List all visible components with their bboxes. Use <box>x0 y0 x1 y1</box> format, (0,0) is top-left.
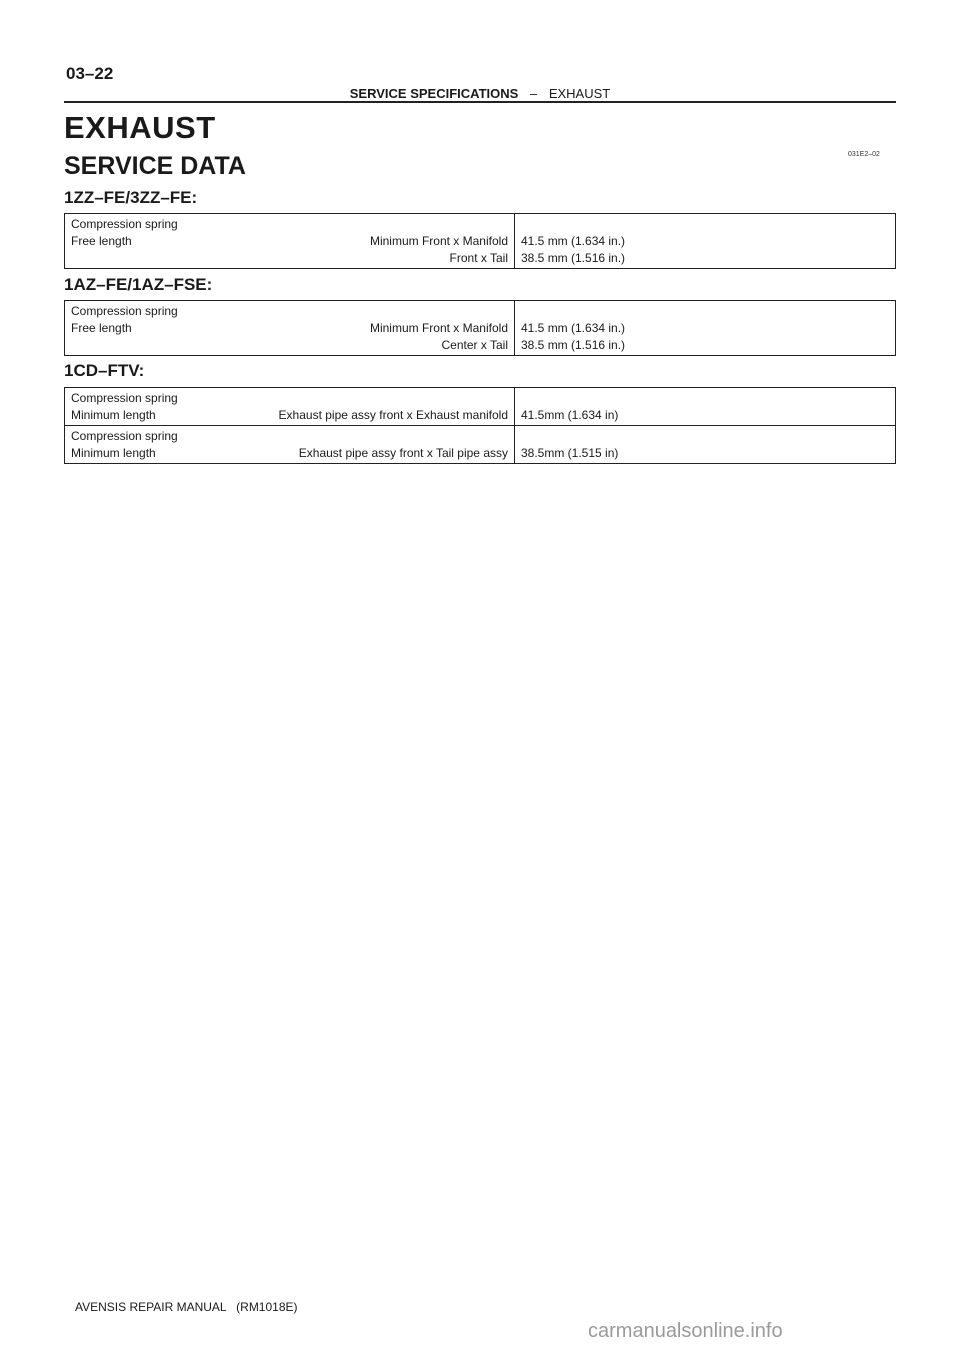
section-heading-1cd: 1CD–FTV: <box>64 361 145 380</box>
header-subsection: EXHAUST <box>548 86 611 101</box>
spec-description <box>65 301 515 356</box>
spec-item: Compression spring <box>71 304 178 318</box>
spec-table-1az <box>64 300 896 356</box>
spec-sub-label: Minimum length <box>71 446 156 460</box>
spec-condition: Front x Tail <box>449 251 508 265</box>
spec-item: Compression spring <box>71 217 178 231</box>
site-watermark: carmanualsonline.info <box>588 1320 783 1342</box>
spec-sub-label: Free length <box>71 321 132 335</box>
spec-condition: Center x Tail <box>441 338 508 352</box>
spec-values <box>515 214 896 269</box>
table-row <box>65 214 896 269</box>
spec-item: Compression spring <box>71 429 178 443</box>
spec-values <box>515 301 896 356</box>
page-subtitle: SERVICE DATA <box>64 152 246 180</box>
section-heading-1zz: 1ZZ–FE/3ZZ–FE: <box>64 188 198 207</box>
spec-table-1cd <box>64 387 896 464</box>
spec-description <box>65 214 515 269</box>
spec-condition: Minimum Front x Manifold <box>369 234 508 248</box>
header-section: SERVICE SPECIFICATIONS <box>349 86 519 101</box>
page-title: EXHAUST <box>64 110 216 145</box>
spec-condition: Minimum Front x Manifold <box>369 321 508 335</box>
spec-line <box>71 407 508 424</box>
section-heading-1az: 1AZ–FE/1AZ–FSE: <box>64 275 213 294</box>
document-code: 031E2–02 <box>848 151 880 158</box>
spec-line <box>71 445 508 462</box>
spec-value: 38.5 mm (1.516 in.) <box>521 251 626 265</box>
running-header <box>0 86 960 101</box>
spec-sub-label: Minimum length <box>71 408 156 422</box>
spec-line <box>71 320 508 337</box>
spec-description <box>65 426 515 464</box>
spec-table-1zz <box>64 213 896 269</box>
table-row <box>65 301 896 356</box>
spec-description <box>65 388 515 426</box>
spec-values <box>515 388 896 426</box>
spec-condition: Exhaust pipe assy front x Tail pipe assy <box>298 446 508 460</box>
spec-value: 38.5mm (1.515 in) <box>521 446 619 460</box>
spec-values <box>515 426 896 464</box>
spec-value: 41.5 mm (1.634 in.) <box>521 321 626 335</box>
header-divider <box>64 101 896 103</box>
page-number: 03–22 <box>66 64 114 83</box>
footer-manual-title: AVENSIS REPAIR MANUAL (RM1018E) <box>75 1300 298 1314</box>
table-row <box>65 426 896 464</box>
spec-value: 41.5 mm (1.634 in.) <box>521 234 626 248</box>
spec-value: 41.5mm (1.634 in) <box>521 408 619 422</box>
table-row <box>65 388 896 426</box>
spec-sub-label: Free length <box>71 234 132 248</box>
spec-item: Compression spring <box>71 391 178 405</box>
header-separator: – <box>529 86 538 101</box>
spec-condition: Exhaust pipe assy front x Exhaust manifold <box>278 408 508 422</box>
spec-value: 38.5 mm (1.516 in.) <box>521 338 626 352</box>
spec-line <box>71 233 508 250</box>
